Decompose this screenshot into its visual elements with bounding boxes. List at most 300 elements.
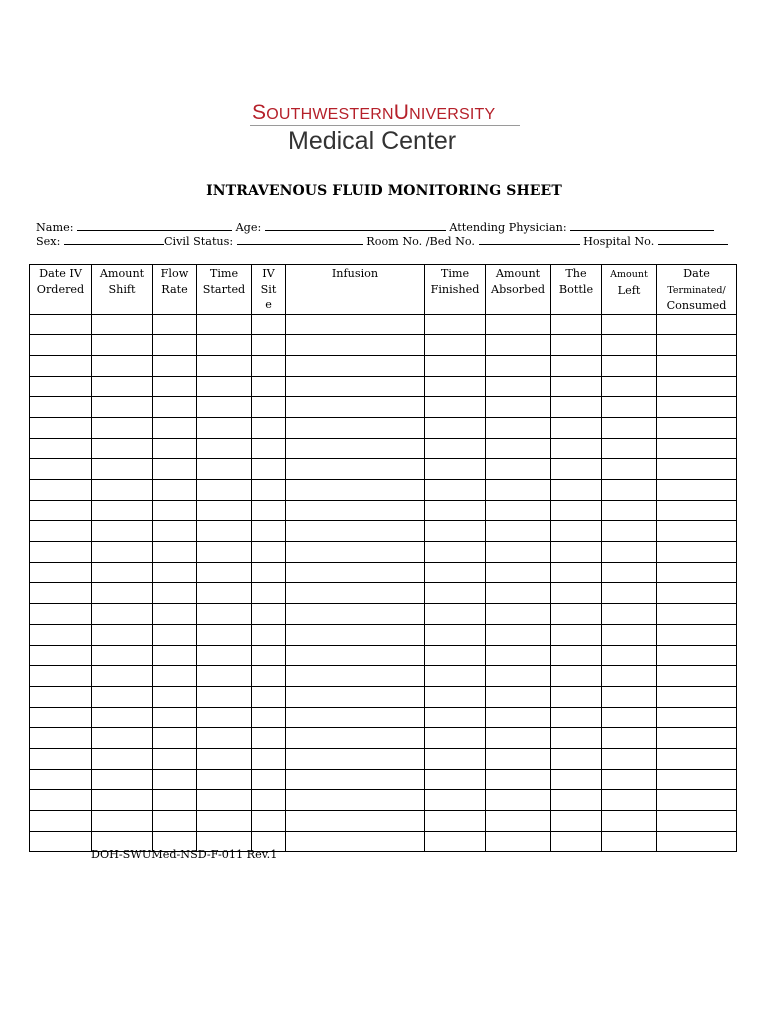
table-row — [30, 645, 737, 666]
table-cell[interactable] — [551, 583, 602, 604]
table-cell[interactable] — [252, 397, 286, 418]
table-cell[interactable] — [197, 707, 252, 728]
table-cell[interactable] — [602, 521, 657, 542]
table-cell[interactable] — [252, 500, 286, 521]
table-cell[interactable] — [286, 500, 425, 521]
table-cell[interactable] — [602, 666, 657, 687]
table-cell[interactable] — [92, 811, 153, 832]
table-cell[interactable] — [657, 645, 737, 666]
table-cell[interactable] — [252, 438, 286, 459]
table-cell[interactable] — [425, 417, 486, 438]
table-cell[interactable] — [92, 645, 153, 666]
table-cell[interactable] — [153, 417, 197, 438]
table-cell[interactable] — [286, 438, 425, 459]
table-cell[interactable] — [602, 624, 657, 645]
table-cell[interactable] — [486, 645, 551, 666]
table-cell[interactable] — [197, 790, 252, 811]
attending-physician-label: Attending Physician: — [449, 221, 567, 234]
table-cell[interactable] — [30, 831, 92, 852]
table-cell[interactable] — [153, 521, 197, 542]
table-cell[interactable] — [425, 769, 486, 790]
room-bed-field[interactable] — [479, 234, 580, 245]
age-field[interactable] — [265, 220, 446, 231]
table-cell[interactable] — [486, 542, 551, 563]
table-cell[interactable] — [30, 790, 92, 811]
table-cell[interactable] — [551, 666, 602, 687]
table-cell[interactable] — [551, 459, 602, 480]
table-cell[interactable] — [92, 480, 153, 501]
table-cell[interactable] — [197, 355, 252, 376]
table-cell[interactable] — [286, 769, 425, 790]
table-cell[interactable] — [153, 748, 197, 769]
table-cell[interactable] — [657, 376, 737, 397]
header-amount-absorbed: Amount Absorbed — [486, 265, 551, 315]
table-cell[interactable] — [486, 376, 551, 397]
table-cell[interactable] — [30, 314, 92, 335]
table-cell[interactable] — [286, 748, 425, 769]
table-cell[interactable] — [602, 645, 657, 666]
table-cell[interactable] — [153, 542, 197, 563]
table-cell[interactable] — [92, 604, 153, 625]
table-cell[interactable] — [197, 769, 252, 790]
table-cell[interactable] — [252, 769, 286, 790]
table-cell[interactable] — [197, 645, 252, 666]
table-cell[interactable] — [252, 645, 286, 666]
table-cell[interactable] — [486, 748, 551, 769]
table-cell[interactable] — [153, 666, 197, 687]
table-cell[interactable] — [425, 459, 486, 480]
table-cell[interactable] — [197, 335, 252, 356]
table-cell[interactable] — [602, 583, 657, 604]
table-cell[interactable] — [486, 811, 551, 832]
table-cell[interactable] — [153, 438, 197, 459]
table-cell[interactable] — [425, 542, 486, 563]
table-cell[interactable] — [657, 728, 737, 749]
table-cell[interactable] — [657, 335, 737, 356]
table-cell[interactable] — [551, 314, 602, 335]
table-cell[interactable] — [657, 417, 737, 438]
table-cell[interactable] — [252, 790, 286, 811]
table-cell[interactable] — [602, 397, 657, 418]
table-cell[interactable] — [153, 728, 197, 749]
table-cell[interactable] — [92, 459, 153, 480]
table-cell[interactable] — [602, 604, 657, 625]
attending-physician-field[interactable] — [570, 220, 714, 231]
table-cell[interactable] — [551, 686, 602, 707]
table-cell[interactable] — [486, 355, 551, 376]
table-cell[interactable] — [657, 831, 737, 852]
table-cell[interactable] — [425, 831, 486, 852]
table-cell[interactable] — [92, 314, 153, 335]
table-cell[interactable] — [286, 686, 425, 707]
table-cell[interactable] — [286, 811, 425, 832]
table-cell[interactable] — [92, 728, 153, 749]
table-cell[interactable] — [30, 542, 92, 563]
table-cell[interactable] — [92, 438, 153, 459]
table-cell[interactable] — [551, 728, 602, 749]
table-cell[interactable] — [92, 355, 153, 376]
table-cell[interactable] — [425, 645, 486, 666]
table-cell[interactable] — [252, 521, 286, 542]
table-row — [30, 417, 737, 438]
table-cell[interactable] — [425, 521, 486, 542]
table-cell[interactable] — [286, 624, 425, 645]
table-cell[interactable] — [486, 583, 551, 604]
table-cell[interactable] — [30, 604, 92, 625]
table-cell[interactable] — [486, 624, 551, 645]
table-cell[interactable] — [197, 376, 252, 397]
table-cell[interactable] — [252, 355, 286, 376]
table-cell[interactable] — [602, 748, 657, 769]
table-cell[interactable] — [657, 583, 737, 604]
table-cell[interactable] — [286, 604, 425, 625]
table-cell[interactable] — [551, 542, 602, 563]
table-cell[interactable] — [657, 500, 737, 521]
table-cell[interactable] — [286, 335, 425, 356]
table-cell[interactable] — [252, 542, 286, 563]
table-cell[interactable] — [286, 707, 425, 728]
table-cell[interactable] — [30, 583, 92, 604]
table-cell[interactable] — [657, 438, 737, 459]
form-code: DOH-SWUMed-NSD-F-011 Rev.1 — [91, 848, 278, 861]
table-cell[interactable] — [30, 769, 92, 790]
table-cell[interactable] — [657, 604, 737, 625]
table-cell[interactable] — [551, 645, 602, 666]
table-cell[interactable] — [286, 542, 425, 563]
table-cell[interactable] — [197, 728, 252, 749]
table-cell[interactable] — [486, 831, 551, 852]
table-cell[interactable] — [657, 355, 737, 376]
table-cell[interactable] — [30, 562, 92, 583]
table-cell[interactable] — [30, 707, 92, 728]
table-cell[interactable] — [92, 542, 153, 563]
table-cell[interactable] — [153, 335, 197, 356]
table-cell[interactable] — [425, 666, 486, 687]
table-cell[interactable] — [657, 521, 737, 542]
table-cell[interactable] — [30, 686, 92, 707]
table-cell[interactable] — [486, 480, 551, 501]
table-cell[interactable] — [197, 583, 252, 604]
table-cell[interactable] — [551, 376, 602, 397]
table-cell[interactable] — [252, 811, 286, 832]
table-cell[interactable] — [30, 500, 92, 521]
table-cell[interactable] — [197, 686, 252, 707]
table-cell[interactable] — [425, 314, 486, 335]
table-cell[interactable] — [92, 500, 153, 521]
table-cell[interactable] — [252, 728, 286, 749]
table-cell[interactable] — [425, 500, 486, 521]
table-cell[interactable] — [153, 769, 197, 790]
table-cell[interactable] — [153, 686, 197, 707]
table-cell[interactable] — [602, 831, 657, 852]
table-cell[interactable] — [252, 748, 286, 769]
table-cell[interactable] — [197, 748, 252, 769]
table-cell[interactable] — [92, 707, 153, 728]
name-field[interactable] — [77, 220, 232, 231]
table-cell[interactable] — [286, 355, 425, 376]
table-cell[interactable] — [486, 562, 551, 583]
table-cell[interactable] — [92, 335, 153, 356]
table-cell[interactable] — [30, 811, 92, 832]
table-cell[interactable] — [602, 811, 657, 832]
table-cell[interactable] — [602, 790, 657, 811]
table-cell[interactable] — [486, 769, 551, 790]
table-cell[interactable] — [30, 645, 92, 666]
table-cell[interactable] — [286, 397, 425, 418]
table-cell[interactable] — [197, 542, 252, 563]
table-cell[interactable] — [286, 417, 425, 438]
table-cell[interactable] — [551, 769, 602, 790]
table-cell[interactable] — [425, 335, 486, 356]
table-cell[interactable] — [92, 397, 153, 418]
table-cell[interactable] — [153, 500, 197, 521]
table-cell[interactable] — [551, 417, 602, 438]
sex-label: Sex: — [36, 235, 61, 248]
table-cell[interactable] — [286, 645, 425, 666]
table-cell[interactable] — [602, 438, 657, 459]
table-cell[interactable] — [252, 562, 286, 583]
table-cell[interactable] — [425, 583, 486, 604]
table-cell[interactable] — [153, 707, 197, 728]
table-cell[interactable] — [286, 459, 425, 480]
table-cell[interactable] — [657, 624, 737, 645]
table-cell[interactable] — [602, 562, 657, 583]
table-cell[interactable] — [425, 686, 486, 707]
table-cell[interactable] — [425, 604, 486, 625]
table-cell[interactable] — [602, 769, 657, 790]
table-cell[interactable] — [92, 562, 153, 583]
table-cell[interactable] — [657, 790, 737, 811]
medical-center-name: Medical Center — [288, 127, 457, 155]
table-cell[interactable] — [252, 417, 286, 438]
table-cell[interactable] — [30, 397, 92, 418]
table-cell[interactable] — [602, 314, 657, 335]
table-cell[interactable] — [551, 500, 602, 521]
table-cell[interactable] — [657, 480, 737, 501]
table-cell[interactable] — [486, 335, 551, 356]
table-cell[interactable] — [486, 500, 551, 521]
table-cell[interactable] — [425, 480, 486, 501]
table-cell[interactable] — [551, 480, 602, 501]
table-cell[interactable] — [197, 417, 252, 438]
table-cell[interactable] — [657, 748, 737, 769]
table-cell[interactable] — [153, 790, 197, 811]
table-cell[interactable] — [153, 314, 197, 335]
table-cell[interactable] — [602, 355, 657, 376]
table-cell[interactable] — [30, 376, 92, 397]
table-cell[interactable] — [197, 521, 252, 542]
table-cell[interactable] — [286, 562, 425, 583]
table-cell[interactable] — [197, 314, 252, 335]
table-cell[interactable] — [252, 583, 286, 604]
table-cell[interactable] — [425, 397, 486, 418]
patient-info-line-1 — [36, 220, 736, 234]
table-cell[interactable] — [551, 355, 602, 376]
table-cell[interactable] — [153, 583, 197, 604]
table-cell[interactable] — [197, 480, 252, 501]
table-cell[interactable] — [425, 707, 486, 728]
table-cell[interactable] — [551, 397, 602, 418]
table-cell[interactable] — [153, 604, 197, 625]
table-cell[interactable] — [602, 728, 657, 749]
table-cell[interactable] — [602, 542, 657, 563]
table-cell[interactable] — [153, 355, 197, 376]
table-cell[interactable] — [30, 438, 92, 459]
table-cell[interactable] — [92, 624, 153, 645]
table-cell[interactable] — [286, 728, 425, 749]
table-cell[interactable] — [252, 624, 286, 645]
table-cell[interactable] — [425, 562, 486, 583]
table-cell[interactable] — [657, 666, 737, 687]
table-cell[interactable] — [425, 438, 486, 459]
table-cell[interactable] — [30, 417, 92, 438]
hospital-number-field[interactable] — [658, 234, 728, 245]
table-cell[interactable] — [425, 748, 486, 769]
table-row — [30, 686, 737, 707]
table-cell[interactable] — [30, 355, 92, 376]
table-cell[interactable] — [92, 417, 153, 438]
table-cell[interactable] — [551, 438, 602, 459]
table-cell[interactable] — [425, 790, 486, 811]
table-cell[interactable] — [486, 521, 551, 542]
table-cell[interactable] — [252, 459, 286, 480]
table-cell[interactable] — [286, 376, 425, 397]
table-cell[interactable] — [551, 624, 602, 645]
table-cell[interactable] — [551, 811, 602, 832]
table-cell[interactable] — [252, 707, 286, 728]
table-cell[interactable] — [602, 500, 657, 521]
table-cell[interactable] — [657, 314, 737, 335]
table-cell[interactable] — [153, 480, 197, 501]
table-cell[interactable] — [92, 790, 153, 811]
table-cell[interactable] — [197, 811, 252, 832]
table-cell[interactable] — [657, 686, 737, 707]
table-cell[interactable] — [486, 314, 551, 335]
table-cell[interactable] — [286, 480, 425, 501]
table-cell[interactable] — [657, 397, 737, 418]
table-cell[interactable] — [153, 397, 197, 418]
table-cell[interactable] — [197, 604, 252, 625]
table-cell[interactable] — [30, 335, 92, 356]
table-cell[interactable] — [92, 376, 153, 397]
sex-field[interactable] — [64, 234, 164, 245]
table-cell[interactable] — [657, 811, 737, 832]
table-cell[interactable] — [657, 459, 737, 480]
table-cell[interactable] — [197, 562, 252, 583]
table-cell[interactable] — [252, 604, 286, 625]
table-cell[interactable] — [486, 707, 551, 728]
table-cell[interactable] — [92, 769, 153, 790]
table-cell[interactable] — [425, 355, 486, 376]
table-cell[interactable] — [425, 728, 486, 749]
table-row — [30, 397, 737, 418]
table-cell[interactable] — [486, 604, 551, 625]
table-cell[interactable] — [657, 562, 737, 583]
table-cell[interactable] — [425, 811, 486, 832]
table-cell[interactable] — [197, 500, 252, 521]
table-cell[interactable] — [252, 335, 286, 356]
table-cell[interactable] — [92, 583, 153, 604]
table-cell[interactable] — [197, 459, 252, 480]
civil-status-field[interactable] — [237, 234, 363, 245]
table-cell[interactable] — [602, 335, 657, 356]
table-cell[interactable] — [286, 831, 425, 852]
table-cell[interactable] — [551, 748, 602, 769]
table-cell[interactable] — [486, 666, 551, 687]
table-cell[interactable] — [551, 521, 602, 542]
table-cell[interactable] — [30, 459, 92, 480]
table-cell[interactable] — [551, 790, 602, 811]
table-cell[interactable] — [30, 748, 92, 769]
table-cell[interactable] — [153, 562, 197, 583]
table-cell[interactable] — [30, 624, 92, 645]
table-cell[interactable] — [486, 728, 551, 749]
table-cell[interactable] — [657, 769, 737, 790]
table-cell[interactable] — [153, 624, 197, 645]
table-cell[interactable] — [486, 417, 551, 438]
table-cell[interactable] — [197, 666, 252, 687]
table-cell[interactable] — [30, 521, 92, 542]
table-cell[interactable] — [286, 314, 425, 335]
table-cell[interactable] — [425, 624, 486, 645]
table-cell[interactable] — [425, 376, 486, 397]
table-cell[interactable] — [92, 521, 153, 542]
table-cell[interactable] — [286, 521, 425, 542]
table-cell[interactable] — [92, 748, 153, 769]
table-cell[interactable] — [252, 480, 286, 501]
table-cell[interactable] — [252, 314, 286, 335]
table-cell[interactable] — [602, 707, 657, 728]
table-cell[interactable] — [286, 666, 425, 687]
table-cell[interactable] — [486, 459, 551, 480]
table-cell[interactable] — [252, 376, 286, 397]
table-cell[interactable] — [30, 666, 92, 687]
table-cell[interactable] — [486, 686, 551, 707]
table-cell[interactable] — [153, 376, 197, 397]
table-cell[interactable] — [92, 666, 153, 687]
table-cell[interactable] — [486, 790, 551, 811]
table-cell[interactable] — [30, 480, 92, 501]
table-cell[interactable] — [252, 686, 286, 707]
table-cell[interactable] — [30, 728, 92, 749]
table-cell[interactable] — [602, 459, 657, 480]
table-cell[interactable] — [602, 376, 657, 397]
table-cell[interactable] — [551, 831, 602, 852]
table-cell[interactable] — [92, 686, 153, 707]
table-cell[interactable] — [486, 397, 551, 418]
table-cell[interactable] — [153, 645, 197, 666]
table-cell[interactable] — [197, 438, 252, 459]
table-cell[interactable] — [153, 811, 197, 832]
table-cell[interactable] — [657, 707, 737, 728]
table-cell[interactable] — [551, 604, 602, 625]
table-cell[interactable] — [286, 790, 425, 811]
table-cell[interactable] — [657, 542, 737, 563]
table-cell[interactable] — [602, 417, 657, 438]
table-cell[interactable] — [153, 459, 197, 480]
table-cell[interactable] — [602, 686, 657, 707]
table-cell[interactable] — [551, 335, 602, 356]
table-cell[interactable] — [197, 624, 252, 645]
table-cell[interactable] — [286, 583, 425, 604]
table-cell[interactable] — [551, 707, 602, 728]
table-cell[interactable] — [551, 562, 602, 583]
table-cell[interactable] — [602, 480, 657, 501]
header-flow-rate: Flow Rate — [153, 265, 197, 315]
table-cell[interactable] — [486, 438, 551, 459]
table-cell[interactable] — [197, 397, 252, 418]
table-cell[interactable] — [252, 666, 286, 687]
